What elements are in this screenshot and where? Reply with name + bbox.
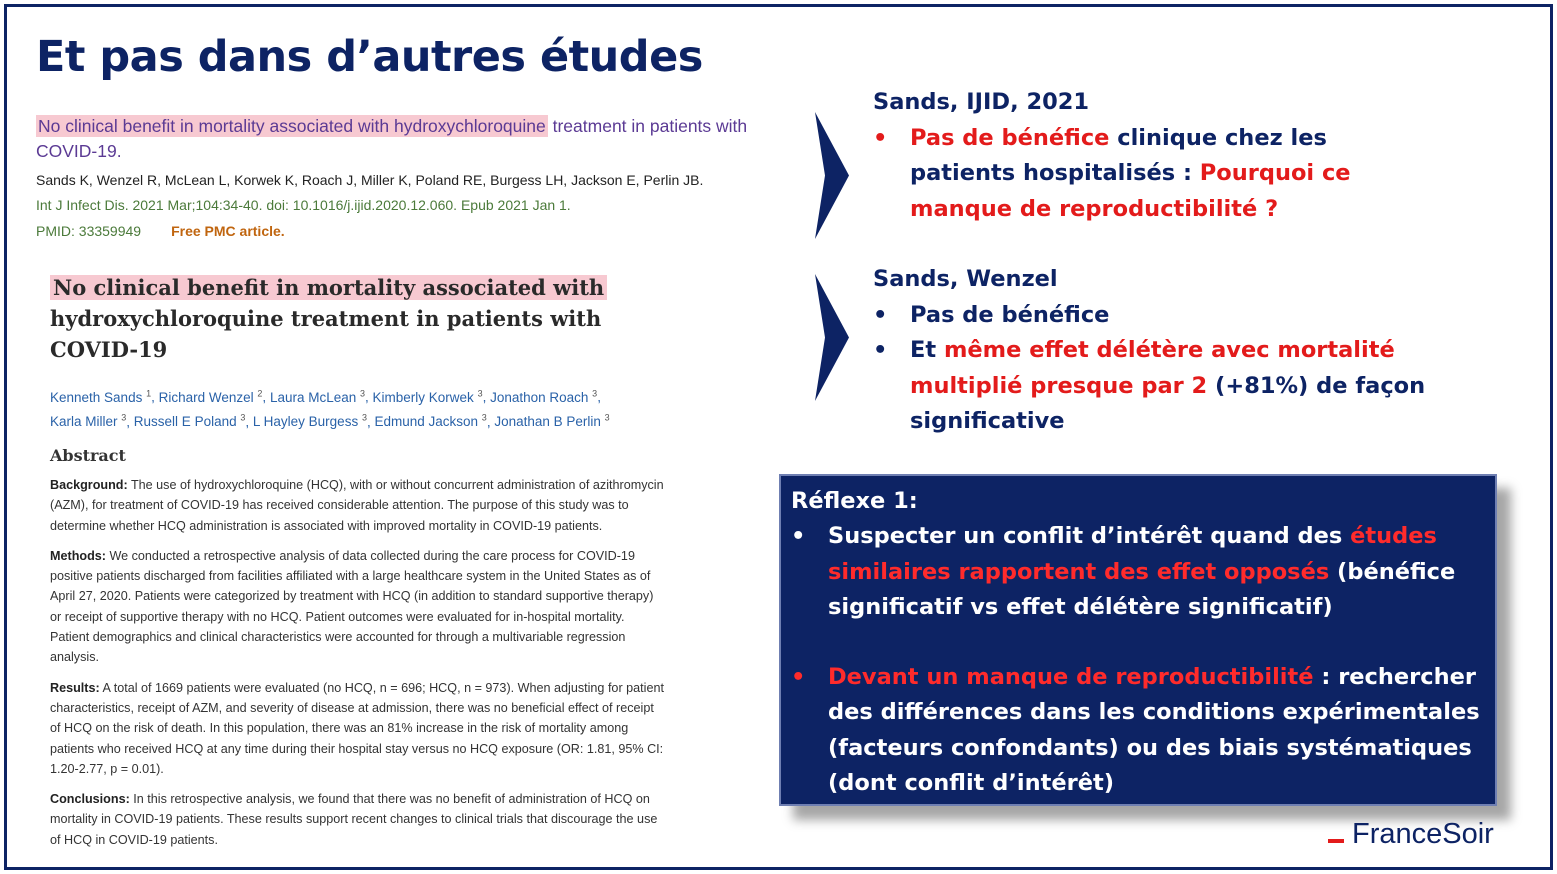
reflex-box: [779, 474, 1497, 806]
chevron-right-icon: [815, 274, 849, 401]
reflex-content: [791, 484, 1491, 801]
abstract-methods: Methods: We conducted a retrospective analysis of data collected during the care process for COVID-19 positive patients discharged from facilities affiliated with a large healthcare system in the United States as of April 27, 2020. Patients were categorized by treatment with HCQ (in addition to standard supportive therapy) or receipt of supportive therapy with no HCQ. Patient outcomes were evaluated for in-hospital mortality. Patient demographics and clinical characteristics were accounted for through a multivariable regression analysis.: [50, 548, 654, 665]
abstract-background: Background: The use of hydroxychloroquine (HCQ), with or without concurrent administration of azithromycin (AZM), for treatment of COVID-19 has received considerable attention. The purpose of this study was to determine whether HCQ administration is associated with improved mortality in COVID-19 patients.: [50, 478, 664, 533]
author-link[interactable]: Russell E Poland $^3$: [133, 412, 246, 429]
francesoir-logo: FranceSoir: [1328, 818, 1494, 851]
logo-dash: [1328, 839, 1344, 843]
article-title-rest: hydroxychloroquine treatment in patients with COVID-19: [50, 306, 602, 362]
reflex-heading: Réflexe 1:: [791, 488, 918, 514]
author-link[interactable]: Jonathon Roach $^3$: [490, 388, 598, 405]
reflex-bullet-2: • Devant un manque de reproductibilité : rechercher des différences dans les conditions expérimentales (facteurs confondants) ou des biais systématiques (dont conflit d’intérêt): [791, 660, 1491, 801]
author-affiliation: 3: [240, 412, 246, 423]
citation-authors: Sands K, Wenzel R, McLean L, Korwek K, Roach J, Miller K, Poland RE, Burgess LH, Jackson E, Perlin JB.: [36, 172, 704, 188]
point2-block: [873, 262, 1433, 440]
author-affiliation: 3: [121, 412, 127, 423]
free-pmc-article-link[interactable]: Free PMC article.: [171, 223, 285, 239]
article-title-highlight: No clinical benefit in mortality associated with: [50, 275, 607, 300]
slide-title: Et pas dans d’autres études: [36, 32, 703, 82]
citation-journal: Int J Infect Dis. 2021 Mar;104:34-40. doi: 10.1016/j.ijid.2020.12.060. Epub 2021 Jan 1.: [36, 197, 571, 213]
reflex-bullet-1: • Suspecter un conflit d’intérêt quand des études similaires rapportent des effet opposés (bénéfice significatif vs effet délétère significatif): [791, 519, 1491, 625]
author-link[interactable]: Karla Miller $^3$: [50, 412, 127, 429]
author-affiliation: 3: [604, 412, 610, 423]
author-affiliation: 1: [146, 388, 152, 398]
point1-block: [873, 85, 1433, 227]
citation-title-highlight: No clinical benefit in mortality associated with hydroxychloroquine: [38, 116, 546, 136]
author-link[interactable]: L Hayley Burgess $^3$: [252, 412, 367, 429]
abstract-results: Results: A total of 1669 patients were evaluated (no HCQ, n = 696; HCQ, n = 973). When adjusting for patient characteristics, receipt of AZM, and severity of disease at admission, there was no beneficial effect of receipt of HCQ on the risk of death. In this population, there was an 81% increase in the risk of mortality among patients who received HCQ at any time during their hospital stay versus no HCQ exposure (OR: 1.81, 95% CI: 1.20-2.77, p = 0.01).: [50, 680, 664, 776]
author-link[interactable]: Edmund Jackson $^3$: [374, 412, 487, 429]
abstract-heading: Abstract: [50, 446, 126, 465]
author-link[interactable]: Kenneth Sands $^1$: [50, 388, 152, 405]
author-link[interactable]: Kimberly Korwek $^3$: [372, 388, 483, 405]
author-affiliation: 3: [481, 412, 487, 423]
point2-heading: Sands, Wenzel: [873, 266, 1058, 292]
author-affiliation: 3: [360, 388, 366, 398]
point2-bullet-1: • Pas de bénéfice: [873, 298, 1433, 334]
citation-pmid-row: [36, 221, 796, 241]
point2-bullet-2: • Et même effet délétère avec mortalité multiplié presque par 2 (+81%) de façon significative: [873, 333, 1433, 440]
article-authors: Kenneth Sands $^1$, Richard Wenzel $^2$, Laura McLean $^3$, Kimberly Korwek $^3$, Jonathon Roach $^3$, Karla Miller $^3$, Russell E Poland $^3$, L Hayley Burgess $^3$, Edmund Jackson $^3$, Jonathan B Perlin $^3$: [50, 388, 610, 429]
pubmed-citation: [36, 114, 796, 241]
point1-bullet: • Pas de bénéfice clinique chez les patients hospitalisés : Pourquoi ce manque de reproductibilité ?: [873, 121, 1433, 228]
author-affiliation: 3: [361, 412, 367, 423]
author-link[interactable]: Laura McLean $^3$: [269, 388, 366, 405]
chevron-right-icon: [815, 112, 849, 239]
article-title: [50, 272, 665, 365]
citation-title-rest: treatment in patients with COVID-19.: [36, 116, 748, 161]
author-link[interactable]: Jonathan B Perlin $^3$: [494, 412, 610, 429]
abstract-conclusions: Conclusions: In this retrospective analysis, we found that there was no benefit of administration of HCQ on mortality in COVID-19 patients. These results support recent changes to clinical trials that discourage the use of HCQ in COVID-19 patients.: [50, 792, 658, 847]
point1-heading: Sands, IJID, 2021: [873, 89, 1090, 115]
article-abstract: [50, 272, 665, 850]
citation-pmid: PMID: 33359949: [36, 223, 142, 239]
author-affiliation: 3: [477, 388, 483, 398]
author-link[interactable]: Richard Wenzel $^2$: [158, 388, 263, 405]
author-affiliation: 3: [592, 388, 598, 398]
citation-title[interactable]: [36, 114, 796, 164]
author-affiliation: 2: [257, 388, 263, 398]
